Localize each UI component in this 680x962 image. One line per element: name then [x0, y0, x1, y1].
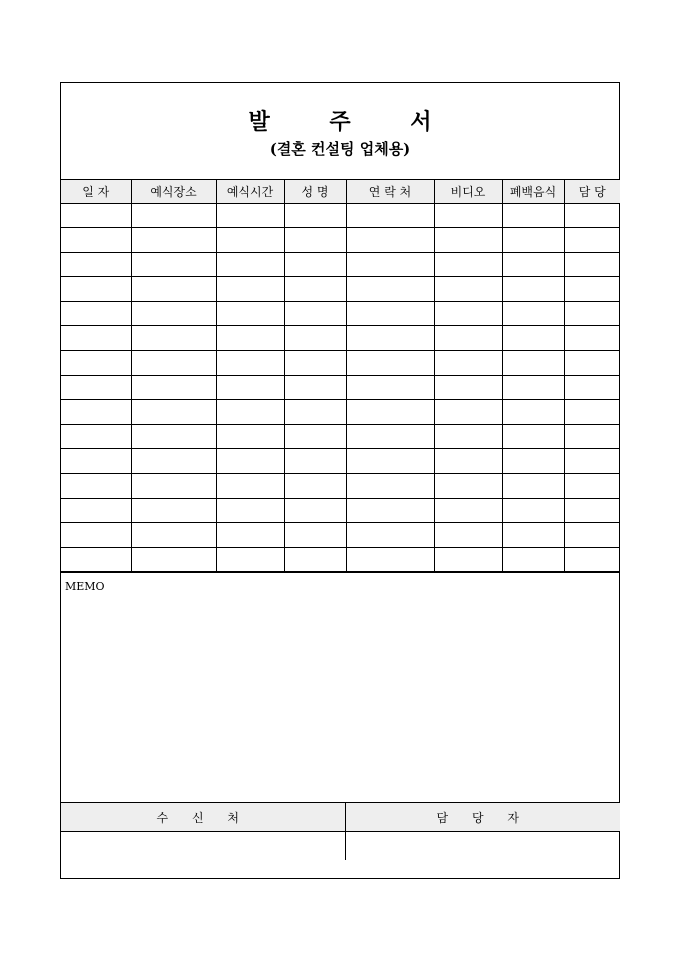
- table-cell[interactable]: [61, 375, 131, 400]
- table-cell[interactable]: [564, 547, 620, 572]
- table-cell[interactable]: [564, 449, 620, 474]
- table-cell[interactable]: [61, 523, 131, 548]
- table-cell[interactable]: [434, 547, 502, 572]
- table-cell[interactable]: [131, 301, 216, 326]
- table-cell[interactable]: [564, 400, 620, 425]
- table-cell[interactable]: [434, 449, 502, 474]
- table-row: [61, 203, 620, 228]
- table-cell[interactable]: [346, 351, 434, 376]
- table-cell[interactable]: [216, 301, 284, 326]
- table-cell[interactable]: [216, 203, 284, 228]
- header-date: 일 자: [61, 180, 131, 203]
- table-cell[interactable]: [131, 424, 216, 449]
- table-cell[interactable]: [502, 547, 564, 572]
- table-cell[interactable]: [434, 424, 502, 449]
- table-row: [61, 547, 620, 572]
- footer-input-row: [61, 831, 620, 860]
- receiver-label: 수 신 처: [61, 803, 345, 831]
- table-cell[interactable]: [284, 375, 346, 400]
- table-cell[interactable]: [434, 277, 502, 302]
- table-cell[interactable]: [564, 203, 620, 228]
- table-cell[interactable]: [61, 547, 131, 572]
- table-cell[interactable]: [346, 547, 434, 572]
- table-cell[interactable]: [502, 326, 564, 351]
- table-cell[interactable]: [131, 400, 216, 425]
- table-cell[interactable]: [564, 277, 620, 302]
- table-cell[interactable]: [346, 375, 434, 400]
- table-cell[interactable]: [346, 474, 434, 499]
- table-cell[interactable]: [434, 203, 502, 228]
- table-cell[interactable]: [434, 351, 502, 376]
- table-cell[interactable]: [131, 326, 216, 351]
- document-subtitle: (결혼 컨설팅 업체용): [269, 140, 411, 158]
- table-cell[interactable]: [61, 301, 131, 326]
- header-video: 비디오: [434, 180, 502, 203]
- table-cell[interactable]: [284, 449, 346, 474]
- table-cell[interactable]: [564, 375, 620, 400]
- table-cell[interactable]: [61, 449, 131, 474]
- table-cell[interactable]: [284, 301, 346, 326]
- table-row: [61, 326, 620, 351]
- header-name: 성 명: [284, 180, 346, 203]
- table-cell[interactable]: [346, 326, 434, 351]
- table-cell[interactable]: [216, 228, 284, 253]
- header-venue: 예식장소: [131, 180, 216, 203]
- table-cell[interactable]: [564, 252, 620, 277]
- table-cell[interactable]: [216, 375, 284, 400]
- table-cell[interactable]: [61, 400, 131, 425]
- table-cell[interactable]: [284, 277, 346, 302]
- table-cell[interactable]: [284, 351, 346, 376]
- table-row: [61, 375, 620, 400]
- table-cell[interactable]: [502, 498, 564, 523]
- manager-cell[interactable]: [345, 831, 620, 860]
- table-cell[interactable]: [61, 424, 131, 449]
- order-table: [61, 180, 620, 572]
- table-body: [61, 203, 620, 572]
- table-cell[interactable]: [284, 547, 346, 572]
- table-row: [61, 228, 620, 253]
- table-cell[interactable]: [564, 474, 620, 499]
- table-cell[interactable]: [284, 326, 346, 351]
- table-cell[interactable]: [61, 498, 131, 523]
- table-cell[interactable]: [434, 326, 502, 351]
- table-cell[interactable]: [434, 375, 502, 400]
- table-cell[interactable]: [131, 203, 216, 228]
- table-cell[interactable]: [346, 252, 434, 277]
- table-cell[interactable]: [61, 277, 131, 302]
- table-cell[interactable]: [502, 277, 564, 302]
- table-row: [61, 424, 620, 449]
- table-cell[interactable]: [216, 498, 284, 523]
- table-cell[interactable]: [346, 400, 434, 425]
- table-row: [61, 351, 620, 376]
- table-cell[interactable]: [61, 326, 131, 351]
- table-cell[interactable]: [216, 547, 284, 572]
- table-cell[interactable]: [564, 351, 620, 376]
- table-cell[interactable]: [346, 228, 434, 253]
- title-block: [61, 83, 619, 180]
- table-cell[interactable]: [502, 474, 564, 499]
- table-cell[interactable]: [216, 326, 284, 351]
- table-cell[interactable]: [346, 277, 434, 302]
- table-cell[interactable]: [61, 252, 131, 277]
- table-cell[interactable]: [502, 375, 564, 400]
- table-row: [61, 474, 620, 499]
- memo-label: MEMO: [65, 580, 105, 594]
- table-row: [61, 449, 620, 474]
- table-cell[interactable]: [434, 498, 502, 523]
- header-pyebaek-food: 폐백음식: [502, 180, 564, 203]
- table-cell[interactable]: [216, 351, 284, 376]
- table-cell[interactable]: [284, 498, 346, 523]
- table-cell[interactable]: [131, 375, 216, 400]
- table-header-row: [61, 180, 620, 203]
- table-row: [61, 498, 620, 523]
- table-cell[interactable]: [434, 400, 502, 425]
- receiver-cell[interactable]: [61, 831, 345, 860]
- table-cell[interactable]: [564, 301, 620, 326]
- table-cell[interactable]: [284, 474, 346, 499]
- footer-table: [61, 803, 620, 860]
- table-cell[interactable]: [131, 547, 216, 572]
- table-cell[interactable]: [434, 228, 502, 253]
- table-cell[interactable]: [346, 523, 434, 548]
- table-cell[interactable]: [346, 301, 434, 326]
- table-cell[interactable]: [284, 523, 346, 548]
- table-cell[interactable]: [346, 424, 434, 449]
- table-cell[interactable]: [346, 449, 434, 474]
- table-cell[interactable]: [502, 203, 564, 228]
- table-cell[interactable]: [502, 424, 564, 449]
- table-cell[interactable]: [131, 498, 216, 523]
- table-cell[interactable]: [216, 277, 284, 302]
- table-cell[interactable]: [502, 400, 564, 425]
- table-cell[interactable]: [434, 252, 502, 277]
- table-row: [61, 252, 620, 277]
- table-row: [61, 301, 620, 326]
- memo-area[interactable]: [61, 572, 619, 803]
- table-cell[interactable]: [346, 498, 434, 523]
- table-cell[interactable]: [216, 400, 284, 425]
- table-cell[interactable]: [346, 203, 434, 228]
- header-time: 예식시간: [216, 180, 284, 203]
- table-cell[interactable]: [61, 474, 131, 499]
- table-cell[interactable]: [502, 228, 564, 253]
- table-cell[interactable]: [216, 424, 284, 449]
- table-cell[interactable]: [131, 449, 216, 474]
- table-cell[interactable]: [502, 351, 564, 376]
- table-cell[interactable]: [131, 252, 216, 277]
- table-row: [61, 400, 620, 425]
- table-row: [61, 523, 620, 548]
- table-cell[interactable]: [564, 424, 620, 449]
- table-cell[interactable]: [502, 523, 564, 548]
- table-cell[interactable]: [564, 326, 620, 351]
- table-cell[interactable]: [564, 498, 620, 523]
- table-cell[interactable]: [61, 228, 131, 253]
- table-cell[interactable]: [434, 523, 502, 548]
- table-cell[interactable]: [131, 474, 216, 499]
- table-cell[interactable]: [502, 252, 564, 277]
- header-contact: 연 락 처: [346, 180, 434, 203]
- header-manager: 담 당: [564, 180, 620, 203]
- table-cell[interactable]: [502, 301, 564, 326]
- table-cell[interactable]: [564, 523, 620, 548]
- table-cell[interactable]: [61, 351, 131, 376]
- table-cell[interactable]: [61, 203, 131, 228]
- table-cell[interactable]: [284, 203, 346, 228]
- table-cell[interactable]: [284, 252, 346, 277]
- table-cell[interactable]: [284, 400, 346, 425]
- table-cell[interactable]: [284, 424, 346, 449]
- table-row: [61, 277, 620, 302]
- table-cell[interactable]: [131, 277, 216, 302]
- table-cell[interactable]: [216, 474, 284, 499]
- table-cell[interactable]: [434, 474, 502, 499]
- document-title: 발 주 서: [248, 109, 458, 135]
- footer-header-row: [61, 803, 620, 831]
- table-cell[interactable]: [284, 228, 346, 253]
- table-cell[interactable]: [131, 523, 216, 548]
- table-cell[interactable]: [216, 523, 284, 548]
- table-cell[interactable]: [216, 449, 284, 474]
- table-cell[interactable]: [502, 449, 564, 474]
- table-cell[interactable]: [564, 228, 620, 253]
- table-cell[interactable]: [131, 351, 216, 376]
- order-form: [60, 82, 620, 879]
- table-cell[interactable]: [216, 252, 284, 277]
- table-cell[interactable]: [434, 301, 502, 326]
- manager-label: 담 당 자: [345, 803, 620, 831]
- table-cell[interactable]: [131, 228, 216, 253]
